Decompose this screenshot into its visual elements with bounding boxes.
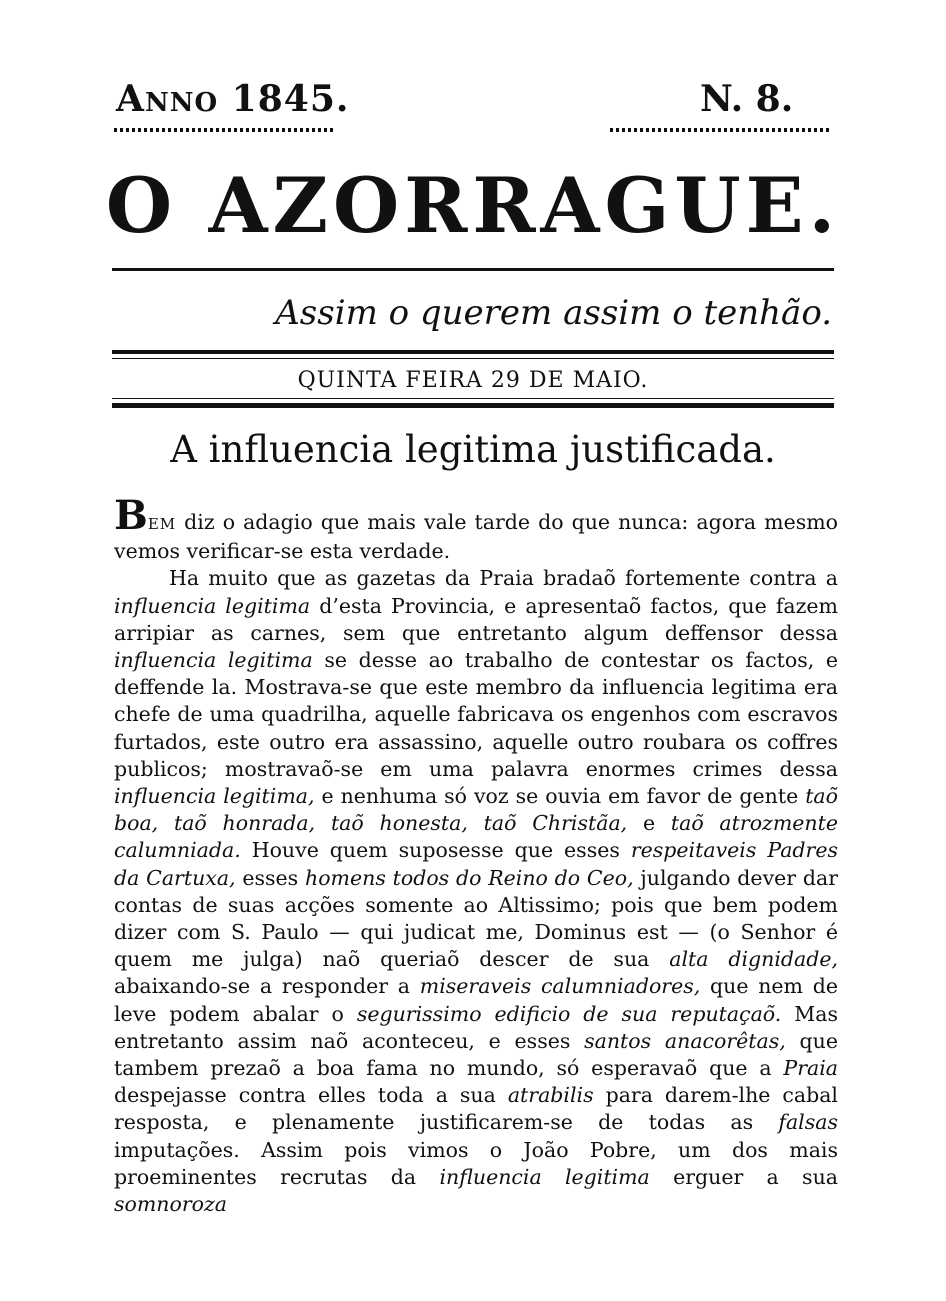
motto: Assim o querem assim o tenhão. [275,293,832,333]
volume-year: ANNO 1845. [116,78,350,120]
ornament-rule-right [610,128,832,132]
date-rule-bottom-2 [112,403,834,408]
date-rule-top-1 [112,350,834,354]
issue-number: N. 8. [700,78,794,120]
paragraph-1: BEM diz o adagio que mais vale tarde do que nunca: agora mesmo vemos verificar-se esta verdade. [114,492,838,564]
article-title: A influencia legitima justificada. [170,428,776,471]
issue-date: QUINTA FEIRA 29 DE MAIO. [297,368,649,393]
date-rule-top-2 [112,358,834,359]
ornament-rule-left [114,128,336,132]
paragraph-2: Ha muito que as gazetas da Praia bradaõ fortemente contra a influencia legitima d’esta Provincia, e apresentaõ factos, que fazem arripiar as carnes, sem que entretanto algum deffensor dessa influencia legitima se desse ao trabalho de contestar os factos, e deffende la. Mostrava-se que este membro da influencia legitima era chefe de uma quadrilha, aquelle fabricava os engenhos com escravos furtados, este outro era assassino, aquelle outro roubara os coffres publicos; mostravaõ-se em uma palavra enormes crimes dessa influencia legitima, e nenhuma só voz se ouvia em favor de gente taõ boa, taõ honrada, taõ honesta, taõ Christãa, e taõ atrozmente calumniada. Houve quem suposesse que esses respeitaveis Padres da Cartuxa, esses homens todos do Reino do Ceo, julgando dever dar contas de suas acções somente ao Altissimo; pois que bem podem dizer com S. Paulo — qui judicat me, Dominus est — (o Senhor é quem me julga) naõ queriaõ descer de sua alta dignidade, abaixando-se a responder a miseraveis calumniadores, que nem de leve podem abalar o segurissimo edificio de sua reputaçaõ. Mas entretanto assim naõ aconteceu, e esses santos anacorêtas, que tambem prezaõ a boa fama no mundo, só esperavaõ que a Praia despejasse contra elles toda a sua atrabilis para darem-lhe cabal resposta, e plenamente justificarem-se de todas as falsas imputações. Assim pois vimos o João Pobre, um dos mais proeminentes recrutas da influencia legitima erguer a sua somnoroza [114,566,839,1217]
dropcap: B [114,492,148,539]
date-rule-bottom-1 [112,398,834,399]
masthead-rule [112,268,834,271]
masthead-title: O AZORRAGUE. [105,161,841,250]
article-body [114,492,839,1218]
